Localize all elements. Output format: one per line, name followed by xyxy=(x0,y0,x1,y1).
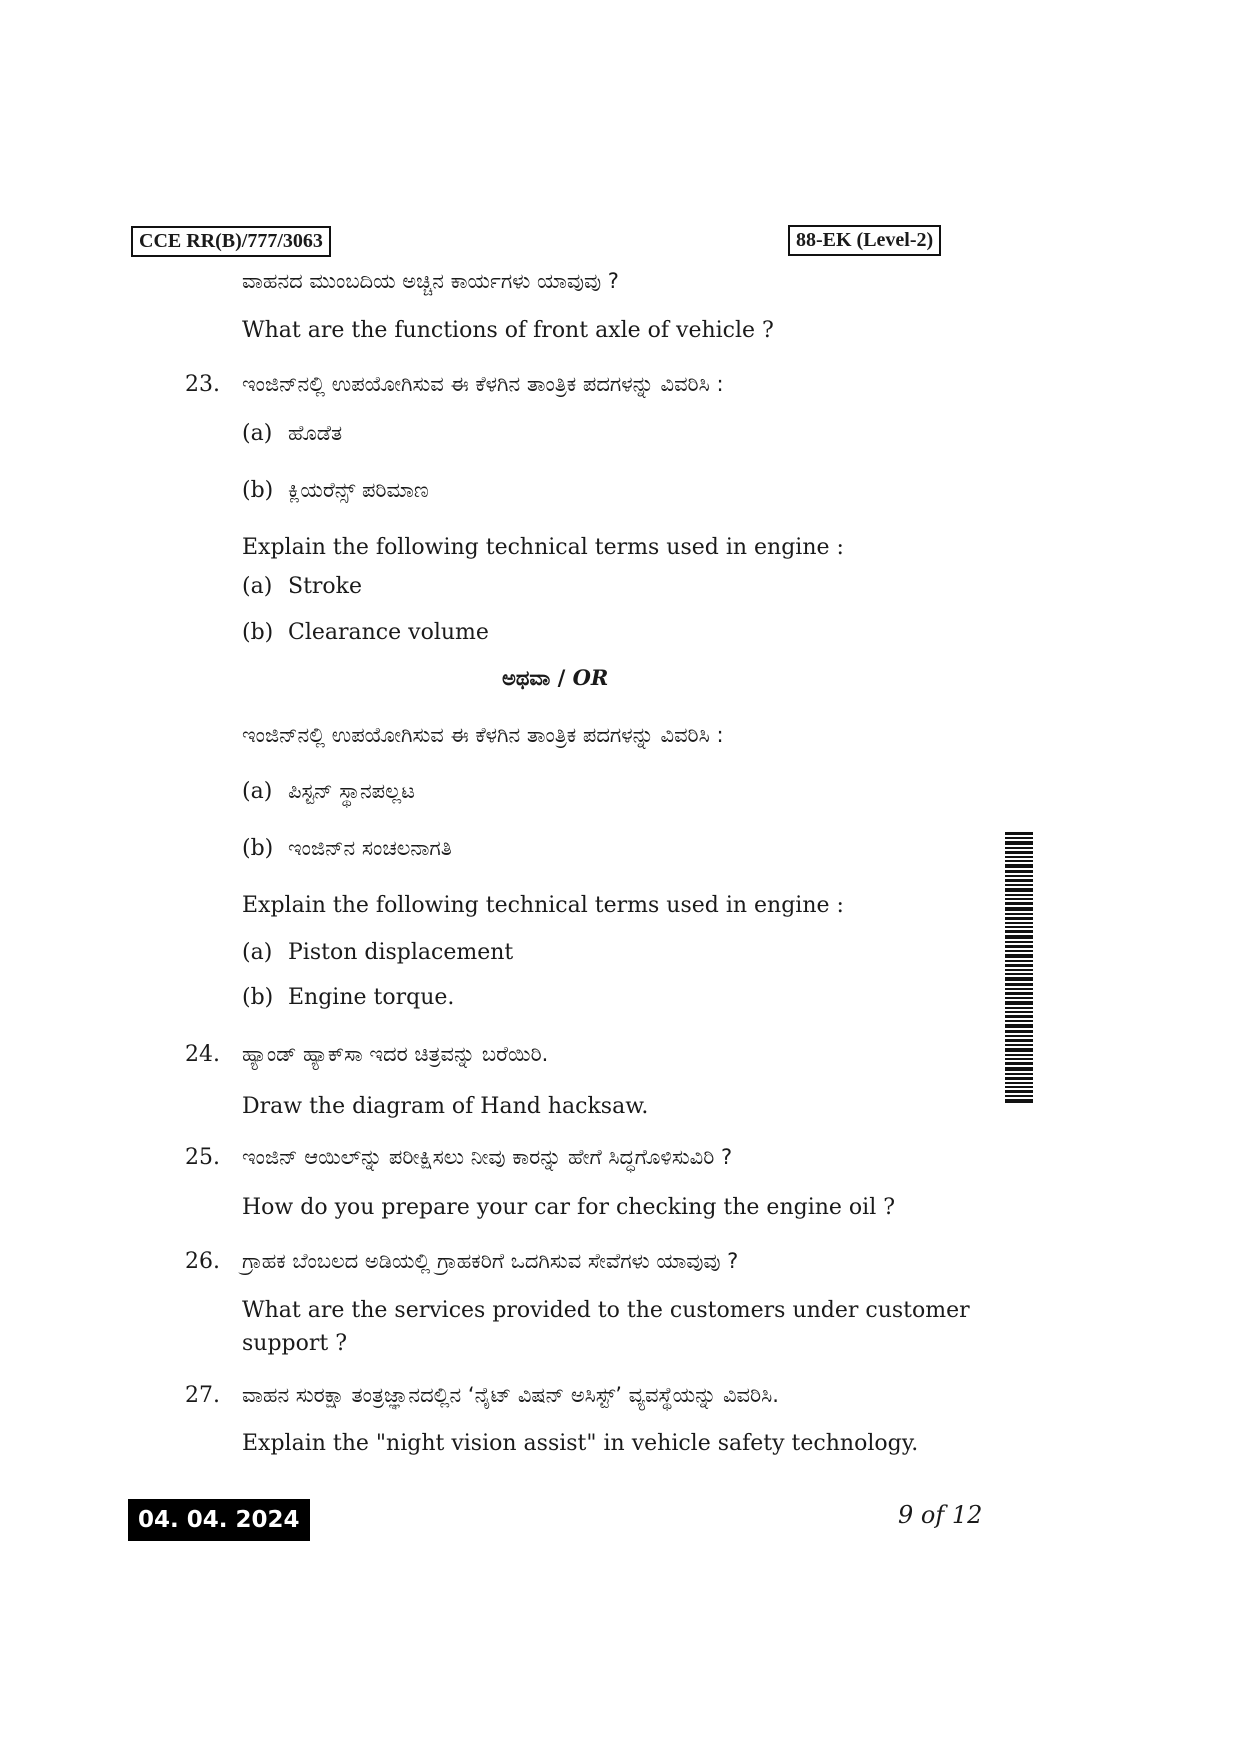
option-label: (b) xyxy=(242,478,274,503)
paper-code: CCE RR(B)/777/3063 xyxy=(131,226,331,257)
question-23-kn: ಇಂಜಿನ್‌ನಲ್ಲಿ ಉಪಯೋಗಿಸುವ ಈ ಕೆಳಗಿನ ತಾಂತ್ರಿಕ ಪದಗಳನ್ನು ವಿವರಿಸಿ : xyxy=(242,372,724,396)
question-23-en: Explain the following technical terms used in engine : xyxy=(242,535,844,560)
option-label: (a) xyxy=(242,940,273,965)
question-number: 27. xyxy=(185,1383,220,1408)
question-23-alt-en: Explain the following technical terms used in engine : xyxy=(242,893,844,918)
option-label: (a) xyxy=(242,779,273,804)
or-separator xyxy=(502,665,608,691)
question-23-alt-kn: ಇಂಜಿನ್‌ನಲ್ಲಿ ಉಪಯೋಗಿಸುವ ಈ ಕೆಳಗಿನ ತಾಂತ್ರಿಕ ಪದಗಳನ್ನು ವಿವರಿಸಿ : xyxy=(242,723,724,747)
option-text: ಕ್ಲಿಯರೆನ್ಸ್ ಪರಿಮಾಣ xyxy=(288,478,429,502)
question-number: 25. xyxy=(185,1145,220,1170)
option-text: Piston displacement xyxy=(288,940,514,965)
question-27-kn: ವಾಹನ ಸುರಕ್ಷಾ ತಂತ್ರಜ್ಞಾನದಲ್ಲಿನ ‘ನೈಟ್ ವಿಷನ್ ಅಸಿಸ್ಟ್’ ವ್ಯವಸ್ಥೆಯನ್ನು ವಿವರಿಸಿ. xyxy=(242,1383,779,1407)
option-text: Stroke xyxy=(288,574,363,599)
option-label: (a) xyxy=(242,421,273,446)
or-separator-kn: ಅಥವಾ / xyxy=(502,666,566,690)
option-text: Engine torque. xyxy=(288,985,455,1010)
option-label: (b) xyxy=(242,836,274,861)
question-24-en: Draw the diagram of Hand hacksaw. xyxy=(242,1094,649,1119)
or-separator-en: OR xyxy=(572,665,609,690)
question-24-kn: ಹ್ಯಾಂಡ್ ಹ್ಯಾಕ್‌ಸಾ ಇದರ ಚಿತ್ರವನ್ನು ಬರೆಯಿರಿ. xyxy=(242,1042,549,1066)
option-text: ಹೊಡೆತ xyxy=(288,421,343,445)
question-26-en-line2: support ? xyxy=(242,1331,348,1356)
option-label: (b) xyxy=(242,620,274,645)
option-label: (a) xyxy=(242,574,273,599)
qr-code-icon xyxy=(843,281,903,341)
question-26-kn: ಗ್ರಾಹಕ ಬೆಂಬಲದ ಅಡಿಯಲ್ಲಿ ಗ್ರಾಹಕರಿಗೆ ಒದಗಿಸುವ ಸೇವೆಗಳು ಯಾವುವು ? xyxy=(242,1249,739,1273)
intro-question-en: What are the functions of front axle of vehicle ? xyxy=(242,318,774,343)
option-text: ಪಿಸ್ಟನ್ ಸ್ಥಾನಪಲ್ಲಟ xyxy=(288,779,415,803)
question-number: 23. xyxy=(185,372,220,397)
qr-code-icon xyxy=(910,1219,970,1279)
question-number: 26. xyxy=(185,1249,220,1274)
question-26-en-line1: What are the services provided to the customers under customer xyxy=(242,1298,970,1323)
exam-date: 04. 04. 2024 xyxy=(128,1499,310,1541)
question-number: 24. xyxy=(185,1042,220,1067)
question-25-en: How do you prepare your car for checking the engine oil ? xyxy=(242,1195,896,1220)
subject-code: 88-EK (Level-2) xyxy=(788,225,941,256)
option-text: Clearance volume xyxy=(288,620,489,645)
intro-question-kn: ವಾಹನದ ಮುಂಬದಿಯ ಅಚ್ಚಿನ ಕಾರ್ಯಗಳು ಯಾವುವು ? xyxy=(242,269,619,293)
question-25-kn: ಇಂಜಿನ್ ಆಯಿಲ್‌ನ್ನು ಪರೀಕ್ಷಿಸಲು ನೀವು ಕಾರನ್ನು ಹೇಗೆ ಸಿದ್ಧಗೊಳಿಸುವಿರಿ ? xyxy=(242,1145,733,1169)
option-text: ಇಂಜಿನ್‌ನ ಸಂಚಲನಾಗತಿ xyxy=(288,836,452,860)
qr-code-icon xyxy=(670,638,730,698)
barcode-icon xyxy=(1005,832,1033,1105)
page-number: 9 of 12 xyxy=(898,1501,983,1529)
option-label: (b) xyxy=(242,985,274,1010)
question-27-en: Explain the "night vision assist" in vehicle safety technology. xyxy=(242,1431,919,1456)
